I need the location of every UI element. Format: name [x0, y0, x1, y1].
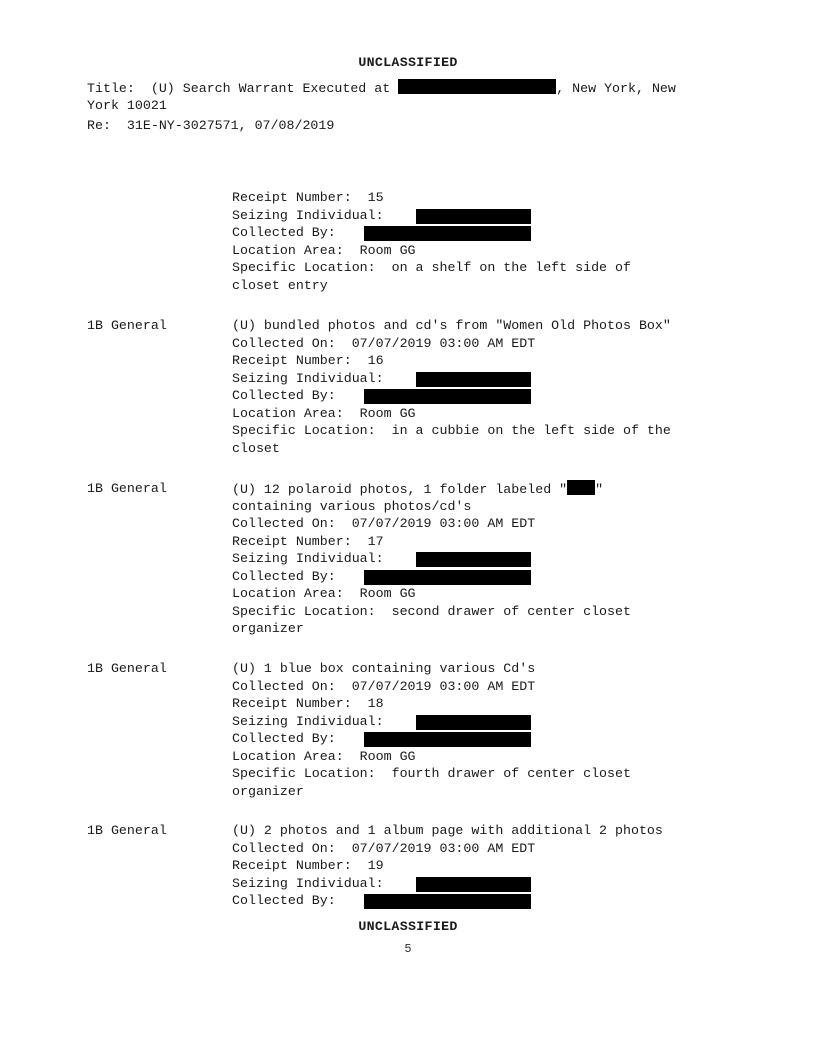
collected-on: Collected On: 07/07/2019 03:00 AM EDT: [232, 678, 536, 694]
collected-by-label: Collected By:: [232, 568, 336, 584]
specific-location-cont: organizer: [232, 783, 304, 799]
page-number: 5: [404, 942, 412, 956]
item-category: 1B General: [87, 481, 167, 496]
receipt-number: Receipt Number: 17: [232, 533, 384, 549]
specific-location: Specific Location: on a shelf on the left side of: [232, 260, 631, 275]
receipt-number: Receipt Number: 19: [232, 858, 384, 873]
title-prefix: Title: (U) Search Warrant Executed at: [87, 81, 399, 96]
redaction-bar: [364, 226, 531, 241]
redaction-bar: [416, 877, 531, 892]
seizing-individual-row: [232, 207, 732, 225]
collected-on: Collected On: 07/07/2019 03:00 AM EDT: [232, 840, 536, 856]
item-description: [232, 480, 732, 498]
redaction-bar: [416, 715, 531, 730]
item-description-cont: containing various photos/cd's: [232, 498, 472, 514]
collected-by-label: Collected By:: [232, 388, 336, 403]
location-area: Location Area: Room GG: [232, 405, 416, 421]
seizing-label: Seizing Individual:: [232, 551, 384, 566]
collected-by-row: [232, 568, 732, 586]
evidence-item-17: [232, 480, 732, 638]
redaction-bar: [364, 389, 531, 404]
seizing-label: Seizing Individual:: [232, 207, 384, 223]
specific-location: Specific Location: in a cubbie on the left side of the: [232, 423, 671, 438]
title-suffix: , New York, New: [556, 81, 676, 96]
specific-location-cont: organizer: [232, 621, 304, 636]
title-line-2: York 10021: [87, 98, 167, 113]
item-category: 1B General: [87, 661, 167, 676]
redaction-bar: [398, 79, 556, 94]
seizing-individual-row: [232, 713, 732, 731]
title-line: [87, 79, 676, 97]
collected-by-row: [232, 730, 732, 748]
seizing-individual-row: [232, 370, 732, 388]
collected-by-label: Collected By:: [232, 225, 336, 240]
item-category: 1B General: [87, 318, 167, 333]
redaction-bar: [364, 732, 531, 747]
item-description: (U) bundled photos and cd's from "Women Old Photos Box": [232, 318, 671, 333]
redaction-bar: [416, 209, 531, 224]
receipt-number: Receipt Number: 15: [232, 190, 384, 205]
specific-location: Specific Location: second drawer of center closet: [232, 603, 631, 619]
redaction-bar: [416, 372, 531, 387]
description-text: (U) 12 polaroid photos, 1 folder labeled ": [232, 482, 568, 497]
seizing-label: Seizing Individual:: [232, 370, 384, 386]
collected-by-row: [232, 224, 732, 242]
item-description: (U) 2 photos and 1 album page with additional 2 photos: [232, 823, 663, 838]
seizing-label: Seizing Individual:: [232, 713, 384, 729]
evidence-item-16: [232, 317, 732, 457]
collected-by-row: [232, 892, 732, 910]
evidence-item-15: [232, 189, 732, 294]
receipt-number: Receipt Number: 16: [232, 353, 384, 368]
specific-location-cont: closet entry: [232, 277, 328, 293]
item-category: 1B General: [87, 823, 167, 838]
evidence-item-19: [232, 822, 732, 910]
redaction-bar: [364, 894, 531, 909]
location-area: Location Area: Room GG: [232, 242, 416, 258]
evidence-item-18: [232, 660, 732, 800]
redaction-bar: [567, 480, 595, 495]
seizing-individual-row: [232, 875, 732, 893]
redaction-bar: [364, 570, 531, 585]
collected-by-label: Collected By:: [232, 893, 336, 908]
collected-on: Collected On: 07/07/2019 03:00 AM EDT: [232, 516, 536, 531]
specific-location-cont: closet: [232, 440, 280, 456]
seizing-label: Seizing Individual:: [232, 875, 384, 891]
classification-header: UNCLASSIFIED: [358, 55, 458, 70]
redaction-bar: [416, 552, 531, 567]
receipt-number: Receipt Number: 18: [232, 696, 384, 711]
location-area: Location Area: Room GG: [232, 586, 416, 601]
description-quote: ": [595, 482, 604, 497]
collected-by-row: [232, 387, 732, 405]
location-area: Location Area: Room GG: [232, 748, 416, 764]
seizing-individual-row: [232, 550, 732, 568]
item-description: (U) 1 blue box containing various Cd's: [232, 661, 536, 676]
specific-location: Specific Location: fourth drawer of center closet: [232, 766, 631, 781]
re-line: Re: 31E-NY-3027571, 07/08/2019: [87, 118, 335, 133]
classification-footer: UNCLASSIFIED: [358, 919, 458, 934]
collected-on: Collected On: 07/07/2019 03:00 AM EDT: [232, 335, 536, 351]
collected-by-label: Collected By:: [232, 731, 336, 746]
